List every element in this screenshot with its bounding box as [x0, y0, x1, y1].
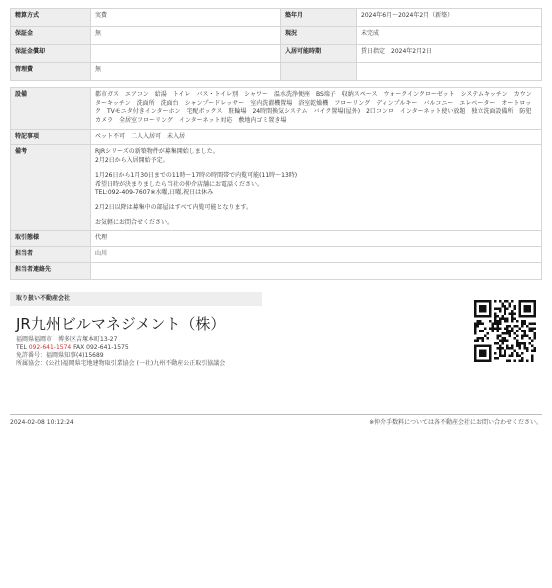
agency-heading: 取り扱い不動産会社	[10, 292, 262, 307]
equipment-value: 都市ガス エアコン 給湯 トイレ バス・トイレ別 シャワー 温水洗浄便座 BS端子 収納スペース ウォークインクローゼット システムキッチン カウンターキッチン 洗面所 洗面台 シャンプードレッサー 室内洗濯機置場 浴室乾燥機 フローリング ディンプルキー バルコニー エレベーター オートロック TVモニタ付きインターホン 宅配ボックス 駐輪場 24時間換気システム バイク置場(屋外) 2口コンロ インターネット使い放題 独立洗面設備所 防犯カメラ 全居室フローリング インターネット対応 敷地内ゴミ置き場	[91, 88, 542, 130]
summary-l-value	[91, 45, 281, 63]
remarks-line: 2月2日以降は募集中の部屋はすべて内覧可能となります。	[95, 203, 253, 211]
qr-code-icon[interactable]	[474, 300, 536, 362]
contact-row	[11, 262, 542, 279]
print-datetime: 2024-02-08 10:12:24	[10, 419, 74, 427]
summary-table	[10, 8, 542, 81]
equipment-row	[11, 88, 542, 130]
remarks-line: 希望日時が決まりましたら当社の仲介店舗にお電話ください。	[95, 180, 264, 188]
tel-label: TEL	[16, 344, 29, 352]
summary-l-value: 無	[91, 27, 281, 45]
remarks-value	[91, 145, 542, 231]
staff-value: 山川	[91, 246, 542, 262]
footer	[10, 414, 542, 428]
transaction-row	[11, 231, 542, 247]
remarks-row	[11, 145, 542, 231]
summary-r-label: 現況	[281, 27, 357, 45]
address-line: 福岡県福岡市 博多区吉塚本町13-27	[16, 336, 118, 344]
special-value: ペット不可 二人入居可 未入居	[91, 129, 542, 145]
equipment-label: 設備	[11, 88, 91, 130]
staff-label: 担当者	[11, 246, 91, 262]
summary-l-label: 保証金償却	[11, 45, 91, 63]
summary-rows	[11, 9, 542, 81]
summary-l-value: 実費	[91, 9, 281, 27]
license-number: 免許番号：福岡県知事(4)15689	[16, 352, 104, 360]
summary-l-label: 保証金	[11, 27, 91, 45]
summary-r-label: 入居可能時期	[281, 45, 357, 63]
tel-link[interactable]: 092-641-1574	[28, 344, 72, 352]
remarks-line: お気軽にお問合せください。	[95, 218, 174, 226]
summary-r-label: 築年月	[281, 9, 357, 27]
remarks-line: RJRシリーズの新築物件が募集開始しました。	[95, 148, 219, 156]
summary-l-label: 精算方式	[11, 9, 91, 27]
contact-label: 担当者連絡先	[11, 262, 91, 279]
summary-r-label	[281, 63, 357, 81]
remarks-line: 2月2日から入居開始予定。	[95, 157, 169, 165]
transaction-label: 取引態様	[11, 231, 91, 247]
summary-row	[11, 9, 542, 27]
summary-r-value	[357, 63, 542, 81]
remarks-line: TEL:092-409-7607※水曜,日曜,祝日は休み	[95, 189, 214, 197]
special-row	[11, 129, 542, 145]
fee-note: ※仲介手数料については各不動産会社にお問い合わせください。	[369, 419, 542, 427]
contact-value	[91, 262, 542, 279]
summary-row	[11, 27, 542, 45]
summary-r-value: 2024年6月〜2024年2月（新築）	[357, 9, 542, 27]
summary-l-label: 管理費	[11, 63, 91, 81]
transaction-value: 代理	[91, 231, 542, 247]
agency-address	[16, 336, 542, 368]
summary-row	[11, 63, 542, 81]
association: 所属協会：(公社)福岡県宅地建物取引業協会 (一社)九州不動産公正取引協議会	[16, 360, 226, 368]
company-name: JR九州ビルマネジメント（株）	[16, 315, 226, 334]
summary-l-value: 無	[91, 63, 281, 81]
property-sheet	[10, 8, 542, 428]
summary-r-value: 未完成	[357, 27, 542, 45]
fax-number: FAX 092-641-1575	[71, 344, 129, 352]
remarks-line: 1月26日から1月30日までの11時〜17時の時間帯で内覧可能(11時〜13時)	[95, 171, 298, 179]
remarks-label: 備考	[11, 145, 91, 231]
special-label: 特記事項	[11, 129, 91, 145]
agency-block	[10, 314, 542, 410]
summary-row	[11, 45, 542, 63]
details-table	[10, 87, 542, 280]
summary-r-value: 賃日指定 2024年2月2日	[357, 45, 542, 63]
staff-row	[11, 246, 542, 262]
